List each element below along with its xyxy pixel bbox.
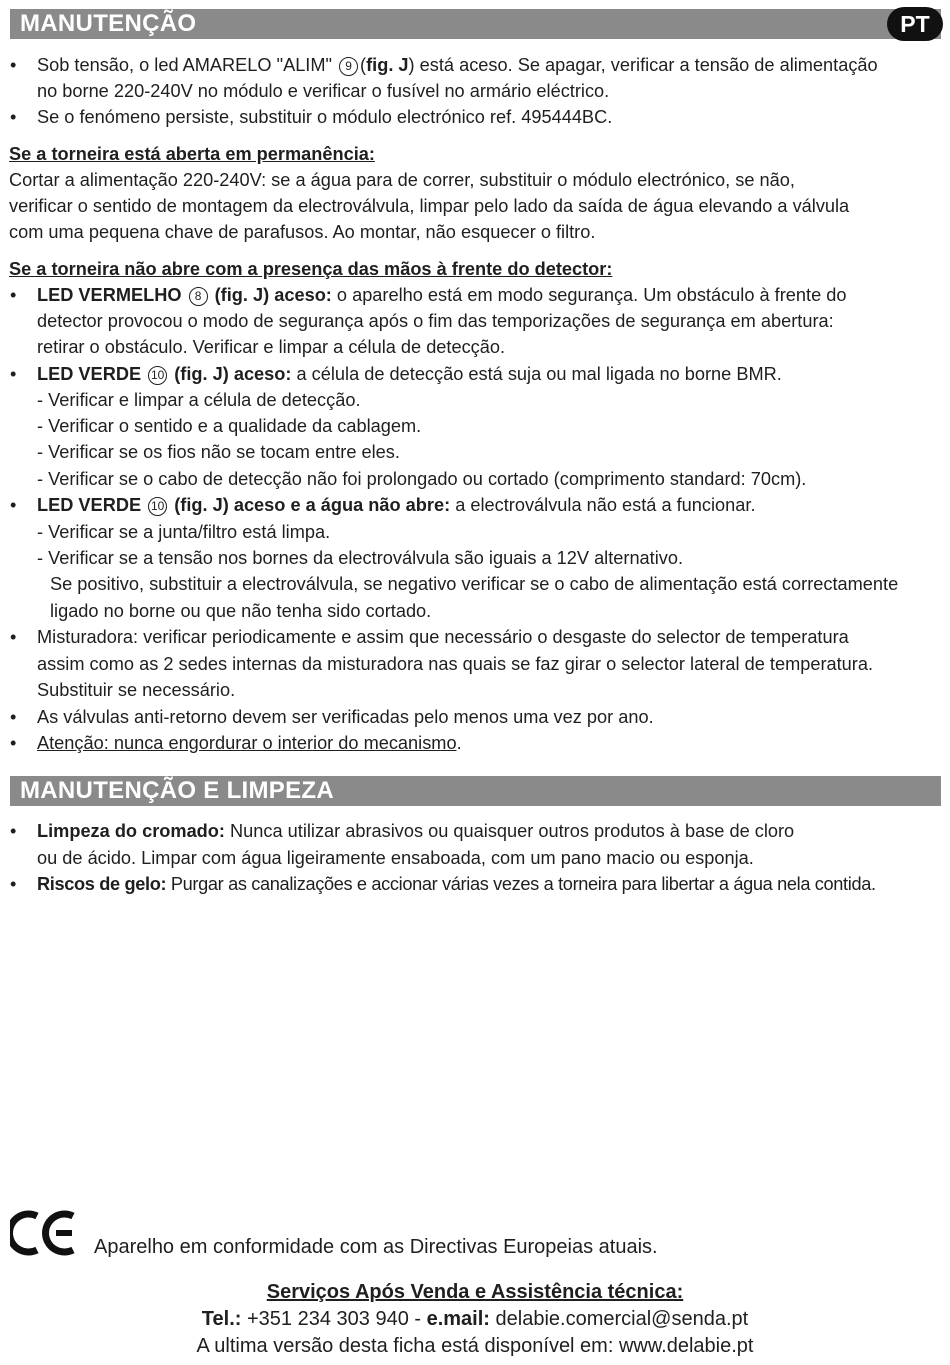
bullet: •	[10, 821, 17, 841]
conformity-text: Aparelho em conformidade com as Directivas Europeias atuais.	[94, 1236, 658, 1258]
green2-led-label: LED VERDE	[37, 495, 142, 515]
service-title	[0, 1279, 950, 1306]
number-10-badge: 10	[148, 497, 167, 516]
alim-line-1: Sob tensão, o led AMARELO "ALIM" 9 (fig. J) está aceso. Se apagar, verificar a tensão de alimentação	[37, 55, 878, 75]
green2-led-text: a electroválvula não está a funcionar.	[450, 495, 756, 515]
warning-line	[37, 730, 947, 756]
bullet: •	[10, 733, 17, 753]
fig-ref: (fig. J) aceso:	[174, 364, 292, 384]
contact-line	[0, 1306, 950, 1333]
language-badge: PT	[887, 7, 943, 41]
green2-check-2: - Verificar se a tensão nos bornes da electroválvula são iguais a 12V alternativo.	[37, 548, 684, 568]
green-led-line	[37, 361, 947, 387]
alim-text-2: ) está aceso. Se apagar, verificar a tensão de alimentação	[408, 55, 878, 75]
green2-sub-2: ligado no borne ou que não tenha sido cortado.	[50, 601, 432, 621]
section-header-manutencao	[10, 9, 941, 39]
bullet: •	[10, 55, 17, 75]
red-led-line	[37, 282, 947, 308]
alim-text: Sob tensão, o led AMARELO "ALIM"	[37, 55, 338, 75]
bullet: •	[10, 707, 17, 727]
alim-line-3: Se o fenómeno persiste, substituir o módulo electrónico ref. 495444BC.	[37, 107, 613, 127]
bullet: •	[10, 495, 17, 515]
red-led-text: o aparelho está em modo segurança. Um obstáculo à frente do	[331, 285, 847, 305]
green-led-text: a célula de detecção está suja ou mal ligada no borne BMR.	[291, 364, 782, 384]
number-9-badge: 9	[339, 57, 358, 76]
mixer-line-2: assim como as 2 sedes internas da misturadora nas quais se faz girar o selector lateral de temperatura.	[37, 654, 874, 674]
number-10-badge: 10	[148, 366, 167, 385]
warning-end: .	[456, 733, 462, 753]
green2-sub-1: Se positivo, substituir a electroválvula, se negativo verificar se o cabo de alimentação está correctamente	[50, 574, 899, 594]
mixer-line-1: Misturadora: verificar periodicamente e assim que necessário o desgaste do selector de temperatura	[37, 627, 849, 647]
red-led-label: LED VERMELHO	[37, 285, 182, 305]
open-line-3: com uma pequena chave de parafusos. Ao montar, não esquecer o filtro.	[9, 222, 596, 242]
fig-ref: (fig. J) aceso e a água não abre:	[174, 495, 451, 515]
chrome-text: Nunca utilizar abrasivos ou quaisquer outros produtos à base de cloro	[224, 821, 795, 841]
subheading-not-open: Se a torneira não abre com a presença das mãos à frente do detector:	[9, 259, 613, 279]
red-led-line-3: retirar o obstáculo. Verificar e limpar a célula de detecção.	[37, 337, 506, 357]
frost-line	[37, 871, 947, 897]
service-heading: Serviços Após Venda e Assistência técnica:	[266, 1281, 684, 1303]
bullet: •	[10, 874, 17, 894]
green-led-label: LED VERDE	[37, 364, 142, 384]
mixer-line-3: Substituir se necessário.	[37, 680, 236, 700]
tel-value: +351 234 303 940 -	[241, 1308, 427, 1330]
valves-line: As válvulas anti-retorno devem ser verificadas pelo menos uma vez por ano.	[37, 707, 654, 727]
bullet: •	[10, 627, 17, 647]
green-check-2: - Verificar o sentido e a qualidade da cablagem.	[37, 416, 422, 436]
green2-check-1: - Verificar se a junta/filtro está limpa.	[37, 522, 331, 542]
green-check-4: - Verificar se o cabo de detecção não foi prolongado ou cortado (comprimento standard: 70cm).	[37, 469, 807, 489]
fig-ref: (fig. J) aceso:	[214, 285, 332, 305]
section-title: MANUTENÇÃO E LIMPEZA	[20, 777, 334, 804]
bullet: •	[10, 285, 17, 305]
email-label: e.mail:	[426, 1308, 490, 1330]
chrome-label: Limpeza do cromado:	[37, 821, 225, 841]
frost-label: Riscos de gelo:	[37, 874, 167, 894]
number-8-badge: 8	[189, 287, 208, 306]
green-check-3: - Verificar se os fios não se tocam entre eles.	[37, 442, 400, 462]
subheading-open: Se a torneira está aberta em permanência:	[9, 144, 375, 164]
section-title: MANUTENÇÃO	[20, 10, 197, 37]
tel-label: Tel.:	[201, 1308, 242, 1330]
email-link[interactable]: delabie.comercial@senda.pt	[489, 1308, 749, 1330]
open-line-2: verificar o sentido de montagem da electroválvula, limpar pelo lado da saída de água elevando a válvula	[9, 196, 850, 216]
latest-version-line: A ultima versão desta ficha está disponível em: www.delabie.pt	[196, 1335, 754, 1357]
section-header-limpeza	[10, 776, 941, 806]
green2-led-line	[37, 492, 947, 518]
fig-ref: fig. J	[366, 55, 409, 75]
open-line-1: Cortar a alimentação 220-240V: se a água para de correr, substituir o módulo electrónico, se não,	[9, 170, 795, 190]
ce-logo	[10, 1210, 76, 1256]
bullet: •	[10, 364, 17, 384]
green-check-1: - Verificar e limpar a célula de detecção.	[37, 390, 361, 410]
red-led-line-2: detector provocou o modo de segurança após o fim das temporizações de segurança em abertura:	[37, 311, 834, 331]
chrome-line-2: ou de ácido. Limpar com água ligeiramente ensaboada, com um pano macio ou esponja.	[37, 848, 754, 868]
bullet: •	[10, 107, 17, 127]
frost-text: Purgar as canalizações e accionar várias vezes a torneira para libertar a água nela contida.	[166, 874, 876, 894]
chrome-line-1	[37, 818, 947, 844]
warning-text: Atenção: nunca engordurar o interior do mecanismo	[37, 733, 457, 753]
alim-line-2: no borne 220-240V no módulo e verificar o fusível no armário eléctrico.	[37, 81, 610, 101]
